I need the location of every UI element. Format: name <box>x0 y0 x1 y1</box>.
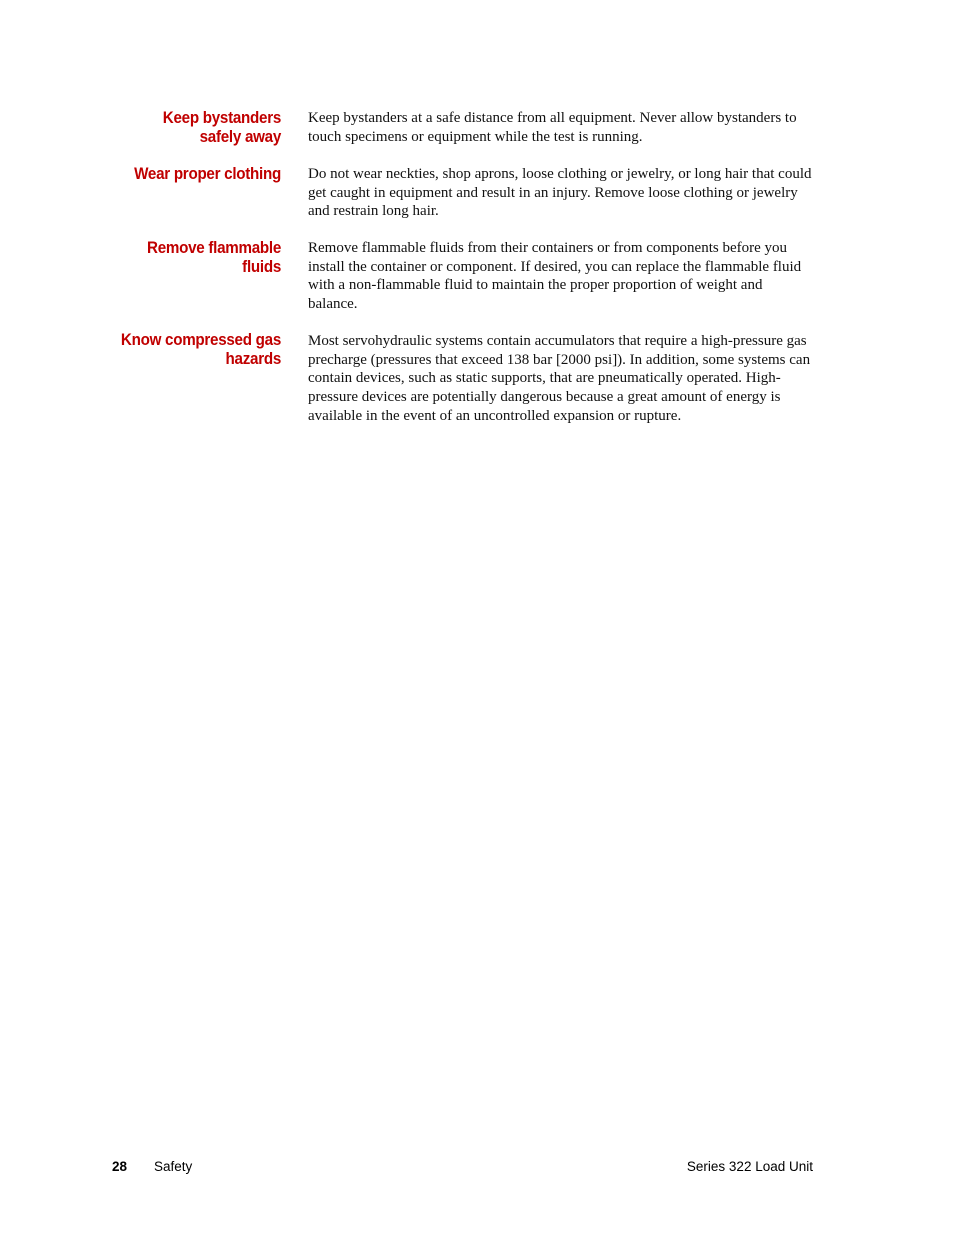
heading-line: hazards <box>225 350 281 368</box>
section-body: Keep bystanders at a safe distance from all equipment. Never allow bystanders to touch specimens or equipment while the test is running. <box>308 110 797 145</box>
heading-line: Keep bystanders <box>162 109 281 127</box>
section-heading <box>97 109 281 147</box>
footer-section-name: Safety <box>154 1159 193 1174</box>
section-heading <box>97 331 281 369</box>
heading-line: Remove flammable <box>147 239 281 257</box>
page-number: 28 <box>112 1159 128 1174</box>
section-body: Remove flammable fluids from their containers or from components before you install the container or component. If desired, you can replace the flammable fluid with a non-flammable fluid to maintain the proper proportion of weight and balance. <box>308 240 802 313</box>
heading-line: fluids <box>242 258 281 276</box>
heading-line: Know compressed gas <box>120 331 281 349</box>
heading-line: Wear proper clothing <box>134 165 281 183</box>
section-body: Do not wear neckties, shop aprons, loose clothing or jewelry, or long hair that could get caught in equipment and result in an injury. Remove loose clothing or jewelry and restrain long hair. <box>308 166 812 220</box>
page-footer <box>0 1159 954 1179</box>
footer-document-title: Series 322 Load Unit <box>686 1159 813 1174</box>
section-body: Most servohydraulic systems contain accumulators that require a high-pressure gas precharge (pressures that exceed 138 bar [2000 psi]). In addition, some systems can contain devices, such as static supports, that are pneumatically operated. High-pressure devices are potentially dangerous because a great amount of energy is available in the event of an uncontrolled expansion or rupture. <box>308 333 811 424</box>
section-heading <box>97 165 281 184</box>
section-heading <box>97 239 281 277</box>
heading-line: safely away <box>199 128 281 146</box>
